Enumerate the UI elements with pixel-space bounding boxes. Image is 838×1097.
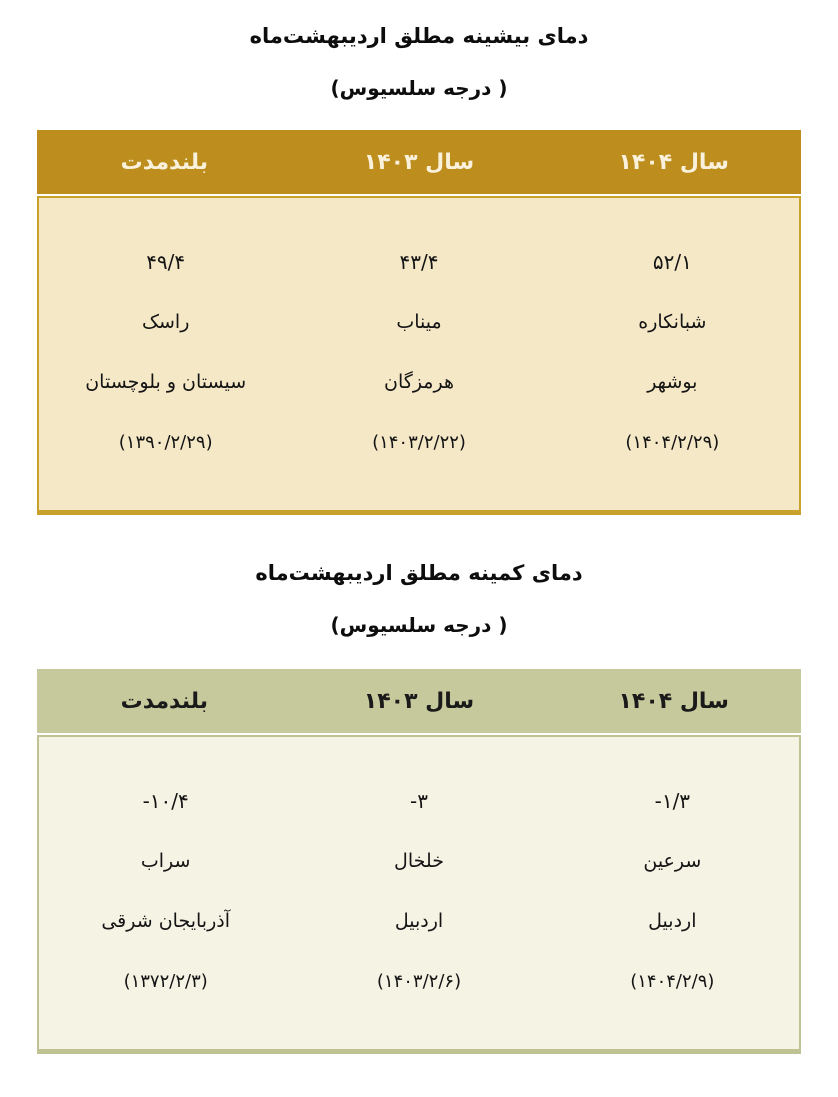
record-date-row [39,412,799,472]
province-name: اردبیل [648,910,697,933]
record-date-row [39,951,799,1011]
record-date: (۱۳۹۰/۲/۲۹) [118,431,213,453]
temperature-value: ۵۲/۱ [652,250,692,275]
column-header-year-1403: سال ۱۴۰۳ [363,149,475,175]
max-temp-table-body [37,196,801,515]
max-temp-table-header [37,130,801,194]
station-name: سرعین [643,850,702,873]
record-date: (۱۳۷۲/۲/۳) [123,970,208,992]
column-header-year-1404: سال ۱۴۰۴ [618,149,729,175]
min-temp-title: دمای کمینه مطلق اردیبهشت‌ماه [255,561,583,586]
province-name: اردبیل [394,910,444,933]
station-name: خلخال [394,850,444,873]
max-temp-table [37,130,801,515]
station-row [39,292,799,352]
station-name: میناب [396,311,442,334]
province-name: سیستان و بلوچستان [85,371,247,394]
max-temp-title: دمای بیشینه مطلق اردیبهشت‌ماه [249,24,589,48]
province-name: بوشهر [647,371,698,394]
station-row [39,831,799,891]
record-date: (۱۴۰۳/۲/۲۲) [372,431,466,453]
temperature-value-row [39,232,799,292]
station-name: سراب [140,850,191,873]
min-temp-title-unit: ( درجه سلسیوس) [330,613,508,638]
province-name: آذربایجان شرقی [101,910,230,933]
station-name: راسک [141,311,190,334]
temperature-value: -۳ [410,789,428,814]
column-header-year-1403: سال ۱۴۰۳ [363,688,475,714]
province-name: هرمزگان [384,371,454,394]
record-date: (۱۴۰۳/۲/۶) [376,970,462,992]
min-temp-table [37,669,801,1054]
column-header-year-1404: سال ۱۴۰۴ [618,688,729,714]
province-row [39,352,799,412]
max-temp-title-unit: ( درجه سلسیوس) [330,76,508,101]
station-name: شبانکاره [638,311,707,334]
temperature-value: ۴۹/۴ [146,250,186,275]
record-date: (۱۴۰۴/۲/۹) [630,970,715,992]
min-temp-table-body [37,735,801,1054]
column-header-longterm: بلندمدت [120,149,208,175]
temperature-value-row [39,771,799,831]
record-date: (۱۴۰۴/۲/۲۹) [625,431,720,453]
temperature-value: -۱/۳ [654,789,691,814]
temperature-value: -۱۰/۴ [142,789,189,814]
min-temp-table-header [37,669,801,733]
column-header-longterm: بلندمدت [120,688,208,714]
temperature-value: ۴۳/۴ [399,250,439,275]
province-row [39,891,799,951]
